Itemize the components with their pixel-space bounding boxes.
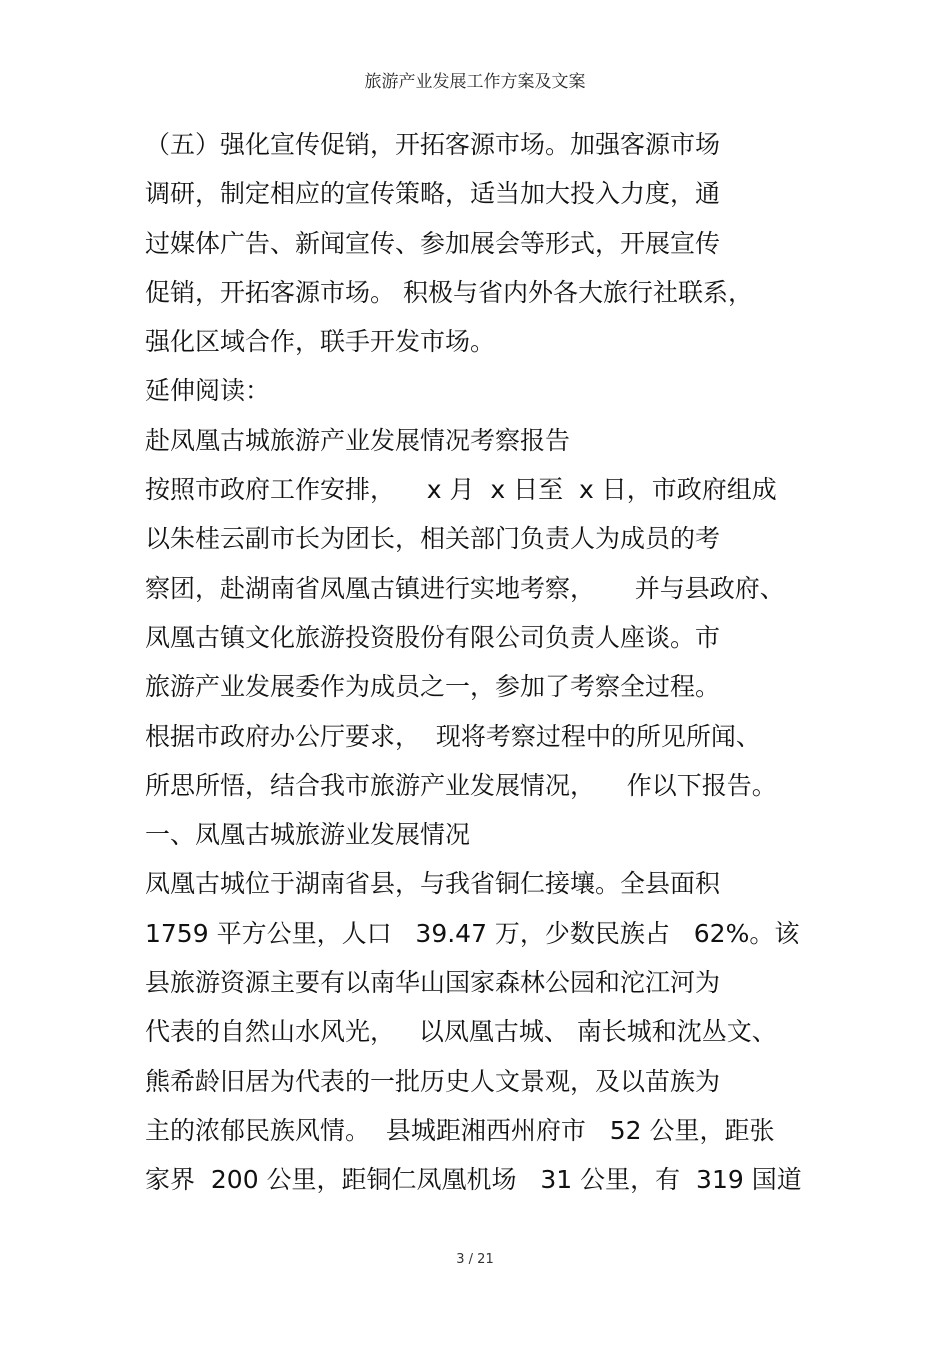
text-line: 促销，开拓客源市场。 积极与省内外各大旅行社联系， [145,277,753,307]
text-line: （五）强化宣传促销，开拓客源市场。加强客源市场 [145,130,721,159]
text-line: 强化区域合作，联手开发市场。 [145,327,496,357]
text-line: 主的浓郁民族风情。 县城距湘西州府市 52 公里，距张 [145,1115,775,1145]
text-line: 所思所悟，结合我市旅游产业发展情况， 作以下报告。 [145,770,777,800]
text-line: 代表的自然山水风光， 以凤凰古城、 南长城和沈丛文、 [145,1017,777,1047]
text-line: 按照市政府工作安排， x 月 x 日至 x 日，市政府组成 [145,475,777,505]
report-title: 赴凤凰古城旅游产业发展情况考察报告 [145,425,571,455]
text-line: 县旅游资源主要有以南华山国家森林公园和沱江河为 [145,968,721,998]
text-line: 根据市政府办公厅要求， 现将考察过程中的所见所闻、 [145,721,761,751]
text-line: 以朱桂云副市长为团长，相关部门负责人为成员的考 [145,524,721,554]
page-number: 3 / 21 [456,1252,494,1267]
text-line: 家界 200 公里，距铜仁凤凰机场 31 公里，有 319 国道 [145,1165,802,1195]
section-heading: 一、凤凰古城旅游业发展情况 [145,820,471,850]
text-line: 1759 平方公里，人口 39.47 万，少数民族占 62%。该 [145,918,800,948]
page-header: 旅游产业发展工作方案及文案 [364,72,586,92]
text-line: 旅游产业发展委作为成员之一，参加了考察全过程。 [145,672,721,702]
reading-label: 延伸阅读： [145,376,271,406]
text-line: 察团，赴湖南省凤凰古镇进行实地考察， 并与县政府、 [145,573,785,603]
text-line: 凤凰古城位于湖南省县，与我省铜仁接壤。全县面积 [145,869,721,899]
document-body [145,120,815,1205]
text-line: 过媒体广告、新闻宣传、参加展会等形式，开展宣传 [145,228,721,258]
text-line: 熊希龄旧居为代表的一批历史人文景观，及以苗族为 [145,1066,721,1096]
text-line: 调研，制定相应的宣传策略，适当加大投入力度，通 [145,179,721,209]
text-line: 凤凰古镇文化旅游投资股份有限公司负责人座谈。市 [145,622,721,652]
